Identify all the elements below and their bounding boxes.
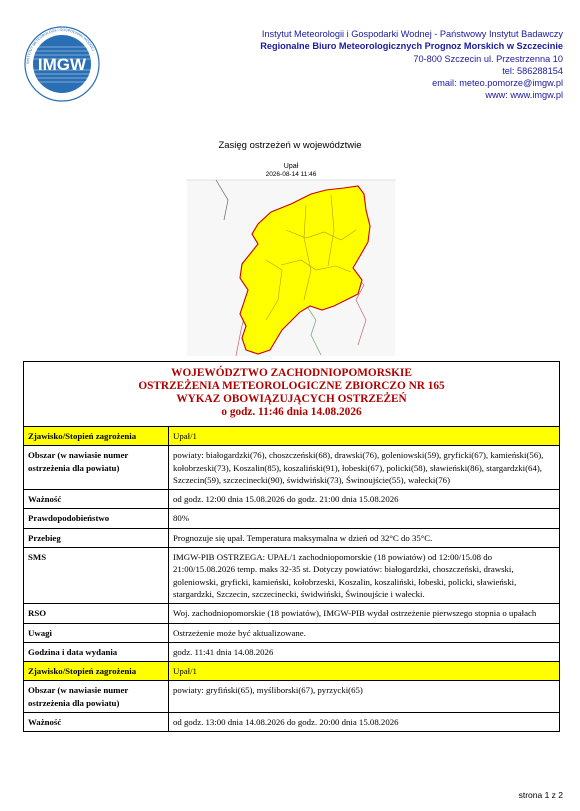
page-number: strona 1 z 2	[518, 790, 563, 800]
warning-report	[23, 361, 560, 732]
row-value: od godz. 12:00 dnia 15.08.2026 do godz. 21:00 dnia 15.08.2026	[169, 490, 560, 509]
table-row	[24, 509, 559, 528]
row-label: Godzina i data wydania	[24, 642, 169, 661]
table-row	[24, 604, 559, 623]
row-label: Przebieg	[24, 528, 169, 547]
map-title: Upał	[283, 163, 299, 170]
row-value: Upał/1	[169, 427, 560, 446]
office-name: Regionalne Biuro Meteorologicznych Prognoz Morskich w Szczecinie	[260, 41, 563, 52]
institute-header	[260, 28, 563, 102]
imgw-logo	[23, 25, 101, 103]
row-value: Prognozuje się upał. Temperatura maksymalna w dzień od 32°C do 35°C.	[169, 528, 560, 547]
office-address: 70-800 Szczecin ul. Przestrzenna 10	[413, 53, 563, 64]
table-row	[24, 713, 559, 732]
institute-name: Instytut Meteorologii i Gospodarki Wodnej - Państwowy Instytut Badawczy	[261, 29, 563, 39]
row-value: Upał/1	[169, 662, 560, 681]
table-row	[24, 548, 559, 604]
voivodeship-map	[186, 160, 396, 357]
table-row	[24, 490, 559, 509]
row-value: 80%	[169, 509, 560, 528]
report-header	[24, 362, 559, 427]
row-label: Zjawisko/Stopień zagrożenia	[24, 662, 169, 681]
row-label: Obszar (w nawiasie numer ostrzeżenia dla powiatu)	[24, 446, 169, 490]
row-label: Uwagi	[24, 623, 169, 642]
report-number: OSTRZEŻENIA METEOROLOGICZNE ZBIORCZO NR 165	[138, 380, 445, 392]
table-row	[24, 446, 559, 490]
table-row	[24, 427, 559, 446]
row-value: powiaty: białogardzki(76), choszczeński(68), drawski(76), goleniowski(59), gryficki(67), kamieński(56), kołobrzeski(73), Koszalin(85), koszaliński(91), łobeski(67), policki(58), sławieński(86), stargardzki(64), Szczecin(59), szczecinecki(90), świdwiński(73), Świnoujście(55), wałecki(76)	[169, 446, 560, 490]
row-label: SMS	[24, 548, 169, 604]
row-label: Ważność	[24, 490, 169, 509]
report-region: WOJEWÓDZTWO ZACHODNIOPOMORSKIE	[171, 367, 412, 379]
office-phone: tel: 586288154	[502, 65, 563, 76]
logo-ring-text: INSTYTUT METEOROLOGII I GOSPODARKI WODNEJ	[25, 27, 96, 65]
range-title: Zasięg ostrzeżeń w województwie	[218, 140, 362, 151]
row-value: od godz. 13:00 dnia 14.08.2026 do godz. 20:00 dnia 15.08.2026	[169, 713, 560, 732]
row-value: godz. 11:41 dnia 14.08.2026	[169, 642, 560, 661]
row-label: Obszar (w nawiasie numer ostrzeżenia dla powiatu)	[24, 681, 169, 713]
row-label: Ważność	[24, 713, 169, 732]
warning-table	[24, 427, 559, 731]
report-list-title: WYKAZ OBOWIĄZUJĄCYCH OSTRZEŻEŃ	[176, 393, 407, 405]
report-datetime: o godz. 11:46 dnia 14.08.2026	[221, 406, 362, 418]
table-row	[24, 642, 559, 661]
map-datetime: 2026-08-14 11:46	[265, 171, 317, 178]
logo-text: IMGW	[37, 55, 87, 74]
row-value: IMGW-PIB OSTRZEGA: UPAŁ/1 zachodniopomorskie (18 powiatów) od 12:00/15.08 do 21:00/15.08.2026 temp. maks 32-35 st. Dotyczy powiatów: białogardzki, choszczeński, drawski, goleniowski, gryficki, kamieński, kołobrzeski, Koszalin, koszaliński, łobeski, policki, sławieński, stargardzki, Szczecin, szczecinecki, świdwiński, Świnoujście i wałecki.	[169, 548, 560, 604]
row-value: Woj. zachodniopomorskie (18 powiatów), IMGW-PIB wydał ostrzeżenie pierwszego stopnia o upałach	[169, 604, 560, 623]
row-label: Prawdopodobieństwo	[24, 509, 169, 528]
row-value: Ostrzeżenie może być aktualizowane.	[169, 623, 560, 642]
table-row	[24, 528, 559, 547]
row-label: RSO	[24, 604, 169, 623]
office-www: www: www.imgw.pl	[485, 90, 563, 101]
table-row	[24, 681, 559, 713]
table-row	[24, 662, 559, 681]
warning-map	[186, 160, 396, 357]
table-row	[24, 623, 559, 642]
row-label: Zjawisko/Stopień zagrożenia	[24, 427, 169, 446]
row-value: powiaty: gryfiński(65), myśliborski(67), pyrzycki(65)	[169, 681, 560, 713]
office-email: email: meteo.pomorze@imgw.pl	[432, 78, 563, 89]
